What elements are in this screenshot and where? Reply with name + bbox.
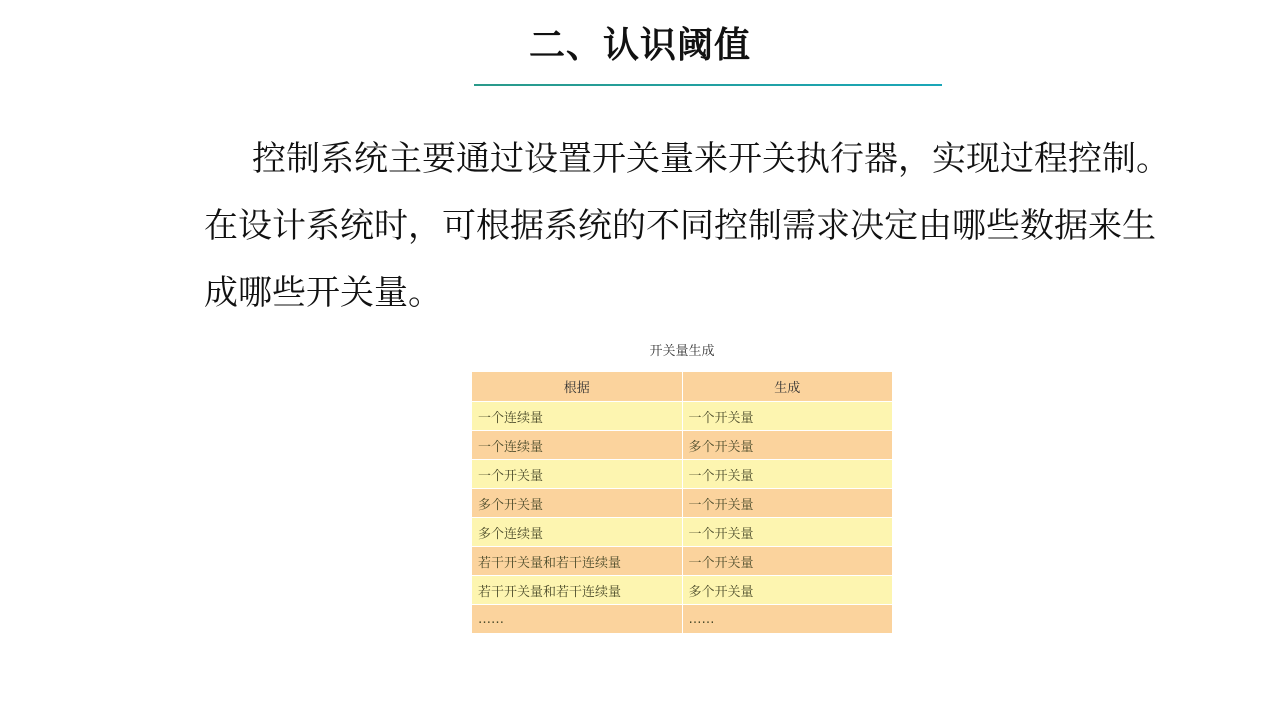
body-paragraph: 控制系统主要通过设置开关量来开关执行器，实现过程控制。在设计系统时，可根据系统的不同控制需求决定由哪些数据来生成哪些开关量。 (204, 139, 1170, 313)
cell-basis: …… (472, 605, 683, 634)
cell-basis: 一个连续量 (472, 402, 683, 431)
table-row (472, 518, 893, 547)
cell-generate: 一个开关量 (682, 460, 893, 489)
table-row (472, 605, 893, 634)
table-row (472, 402, 893, 431)
cell-basis: 多个连续量 (472, 518, 683, 547)
cell-generate: 一个开关量 (682, 489, 893, 518)
cell-generate: 多个开关量 (682, 431, 893, 460)
cell-basis: 多个开关量 (472, 489, 683, 518)
header-generate: 生成 (682, 372, 893, 402)
cell-basis: 若干开关量和若干连续量 (472, 576, 683, 605)
header-basis: 根据 (472, 372, 683, 402)
cell-generate: 一个开关量 (682, 518, 893, 547)
slide-title: 二、认识阈值 (528, 25, 751, 66)
table-row (472, 489, 893, 518)
cell-generate: …… (682, 605, 893, 634)
table-header-row (472, 372, 893, 402)
table-caption: 开关量生成 (649, 344, 715, 359)
cell-basis: 若干开关量和若干连续量 (472, 547, 683, 576)
table-row (472, 576, 893, 605)
cell-basis: 一个连续量 (472, 431, 683, 460)
cell-basis: 一个开关量 (472, 460, 683, 489)
cell-generate: 一个开关量 (682, 547, 893, 576)
switch-generation-table (471, 371, 893, 634)
title-underline (474, 84, 942, 86)
cell-generate: 一个开关量 (682, 402, 893, 431)
table-row (472, 460, 893, 489)
table-row (472, 547, 893, 576)
table-row (472, 431, 893, 460)
cell-generate: 多个开关量 (682, 576, 893, 605)
